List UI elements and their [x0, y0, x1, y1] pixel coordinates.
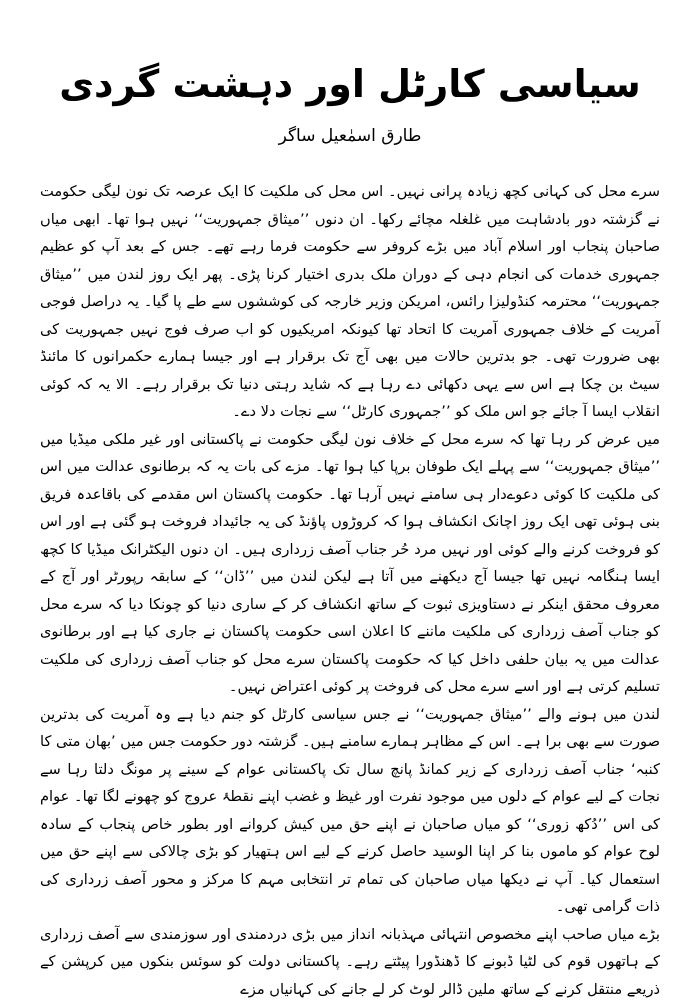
paragraph: میں عرض کر رہا تھا کہ سرے محل کے خلاف نون لیگی حکومت نے پاکستانی اور غیر ملکی میڈیا میں ’’میثاق جمہوریت‘‘ سے پہلے ایک طوفان برپا کیا ہوا تھا۔ مزے کی بات یہ کہ برطانوی عدالت میں اس کی ملکیت کا کوئی دعوےدار ہی سامنے نہیں آرہا تھا۔ حکومت پاکستان اس مقدمے کی باقاعدہ فریق بنی ہوئی تھی ایک روز اچانک انکشاف ہوا کہ کروڑوں پاؤنڈ کی یہ جائیداد فروخت ہو گئی ہے اور اس کو فروخت کرنے والے کوئی اور نہیں مرد حُر جناب آصف زرداری ہیں۔ ان دنوں الیکٹرانک میڈیا کا کچھ ایسا ہنگامہ نہیں تھا جیسا آج دیکھنے میں آتا ہے لیکن لندن میں ’’ڈان‘‘ کے سابقہ رپورٹر اور آج کے معروف محقق اینکر نے دستاویزی ثبوت کے ساتھ انکشاف کر کے ساری دنیا کو چونکا دیا کہ سرے محل کو جناب آصف زرداری کی ملکیت ماننے کا اعلان اسی حکومت پاکستان نے جاری کیا ہے اور برطانوی عدالت میں یہ بیان حلفی داخل کیا کہ حکومت پاکستان سرے محل کو جناب آصف زرداری کی ملکیت تسلیم کرتی ہے اور اسے سرے محل کی فروخت پر کوئی اعتراض نہیں۔	[40, 426, 660, 701]
author-name: طارق اسمٰعیل ساگر	[40, 124, 660, 148]
paragraph: لندن میں ہونے والے ’’میثاق جمہوریت‘‘ نے جس سیاسی کارٹل کو جنم دیا ہے وہ آمریت کی بدترین صورت سے بھی برا ہے۔ اس کے مظاہر ہمارے سامنے ہیں۔ گزشتہ دور حکومت جس میں ’بھان متی کا کنبہ‘ جناب آصف زرداری کے زیر کمانڈ پانچ سال تک پاکستانی عوام کے سینے پر مونگ دلتا رہا سے نجات کے لیے عوام کے دلوں میں موجود نفرت اور غیظ و غضب اپنے نقطۂ عروج کو چھونے لگا تھا۔ عوام کی اس ’’دُکھ زوری‘‘ کو میاں صاحبان نے اپنے حق میں کیش کروانے اور بطور خاص پنجاب کے سادہ لوح عوام کو ماموں بنا کر اپنا الوسید حاصل کرنے کے لیے اس ہتھیار کو بڑی چالاکی سے اپنے حق میں استعمال کیا۔ آپ نے دیکھا میاں صاحبان کی تمام تر انتخابی مہم کا مرکز و محور آصف زرداری کی ذات گرامی تھی۔	[40, 701, 660, 921]
article-body	[40, 178, 660, 1003]
page-title: سیاسی کارٹل اور دہشت گردی	[40, 58, 660, 110]
paragraph: سرے محل کی کہانی کچھ زیادہ پرانی نہیں۔ اس محل کی ملکیت کا ایک عرصہ تک نون لیگی حکومت نے گزشتہ دور بادشاہت میں غلغلہ مچائے رکھا۔ ان دنوں ’’میثاق جمہوریت‘‘ نہیں ہوا تھا۔ ابھی میاں صاحبان پنجاب اور اسلام آباد میں بڑے کروفر سے حکومت فرما رہے تھے۔ جس کے بعد آپ کو عظیم جمہوری خدمات کی انجام دہی کے دوران ملک بدری اختیار کرنا پڑی۔ پھر ایک روز لندن میں ’’میثاق جمہوریت‘‘ محترمہ کنڈولیزا رائس، امریکن وزیر خارجہ کی کوششوں سے طے پا گیا۔ یہ دراصل فوجی آمریت کے خلاف جمہوری آمریت کا اتحاد تھا کیونکہ امریکیوں کو اب صرف فوج نہیں جمہوریت کی بھی ضرورت تھی۔ جو بدترین حالات میں بھی آج تک برقرار ہے اور جیسا ہمارے حکمرانوں کا مائنڈ سیٹ بن چکا ہے اس سے یہی دکھائی دے رہا ہے کہ شاید رہتی دنیا تک برقرار رہے۔ الا یہ کہ کوئی انقلاب ایسا آ جائے جو اس ملک کو ’’جمہوری کارٹل‘‘ سے نجات دلا دے۔	[40, 178, 660, 426]
paragraph: بڑے میاں صاحب اپنے مخصوص انتہائی مہذبانہ انداز میں بڑی دردمندی اور سوزمندی سے آصف زرداری کے ہاتھوں قوم کی لٹیا ڈبونے کا ڈھنڈورا پیٹتے رہے۔ پاکستانی دولت کو سوئس بنکوں میں کرپشن کے ذریعے منتقل کرنے کے ساتھ ملین ڈالر لوٹ کر لے جانے کی کہانیاں مزے	[40, 921, 660, 1003]
